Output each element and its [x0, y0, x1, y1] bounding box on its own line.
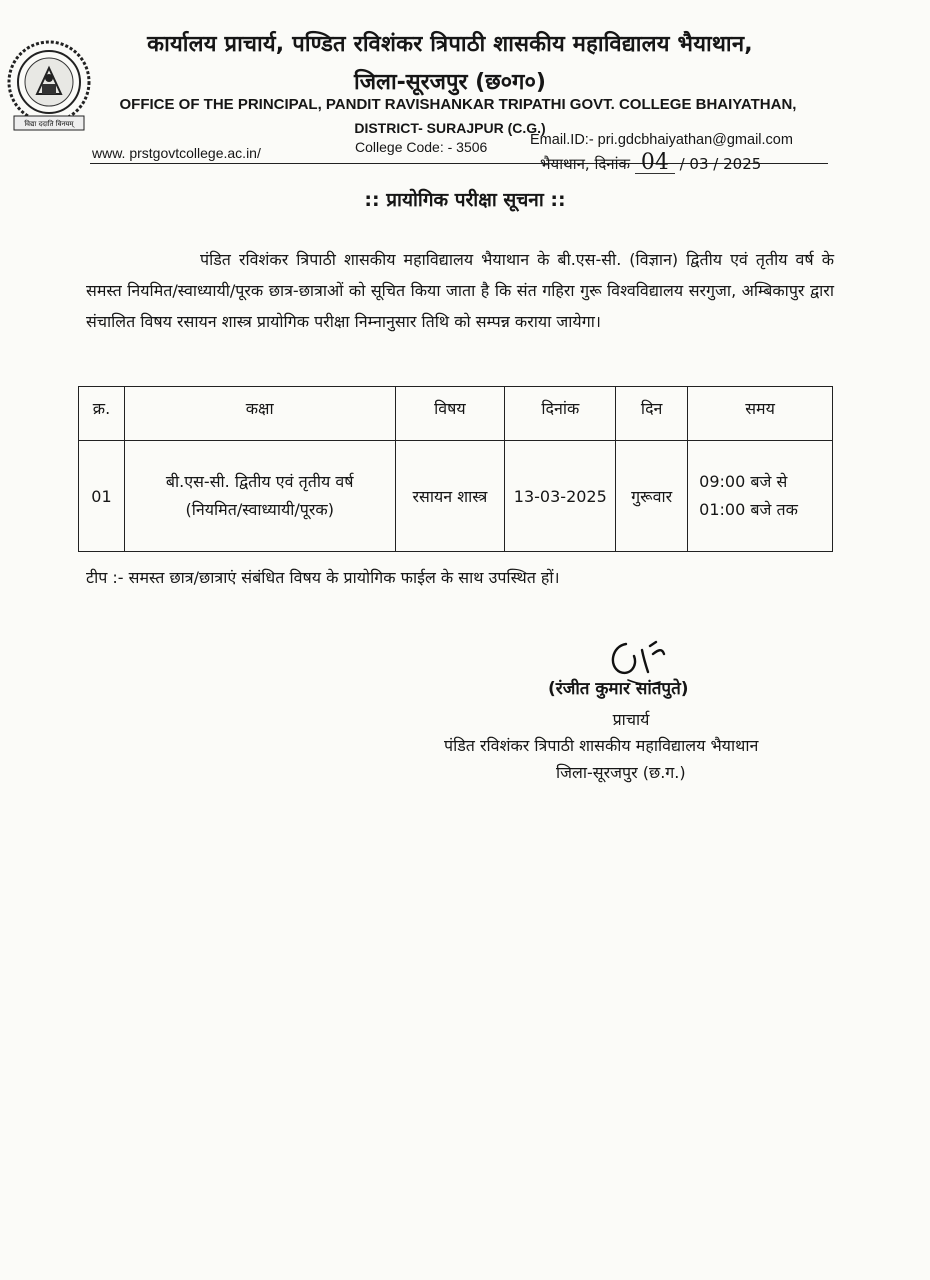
cell-time-line1: 09:00 बजे से — [699, 472, 788, 491]
header-day: दिन — [616, 387, 688, 441]
cell-class — [124, 441, 395, 552]
header-subject: विषय — [395, 387, 505, 441]
header-sno: क्र. — [79, 387, 125, 441]
college-code: College Code: - 3506 — [355, 139, 488, 155]
notice-heading: :: प्रायोगिक परीक्षा सूचना :: — [364, 189, 566, 211]
dateline-rest: / 03 / 2025 — [679, 155, 762, 173]
signatory-district: जिला-सूरजपुर (छ.ग.) — [556, 763, 686, 782]
email-link[interactable]: Email.ID:- pri.gdcbhaiyathan@gmail.com — [530, 132, 793, 148]
dateline — [540, 150, 762, 175]
signatory-designation: प्राचार्य — [612, 710, 650, 729]
cell-day: गुरूवार — [616, 441, 688, 552]
cell-date: 13-03-2025 — [505, 441, 616, 552]
website-link[interactable]: www. prstgovtcollege.ac.in/ — [92, 145, 261, 161]
note-text: टीप :- समस्त छात्र/छात्राएं संबंधित विषय के प्रायोगिक फाईल के साथ उपस्थित हों। — [86, 568, 560, 587]
cell-subject: रसायन शास्त्र — [395, 441, 505, 552]
signatory-college: पंडित रविशंकर त्रिपाठी शासकीय महाविद्यालय भैयाथान — [444, 736, 759, 755]
cell-time — [688, 441, 833, 552]
dateline-prefix: भैयाथान, दिनांक — [540, 155, 631, 173]
header-time: समय — [688, 387, 833, 441]
table-row — [79, 441, 833, 552]
exam-schedule-table — [78, 386, 833, 552]
logo-motto: विद्या ददाति विनयम् — [24, 120, 74, 128]
signatory-designation-row — [0, 708, 930, 730]
signatory-name: (रंजीत कुमार सांतपुते) — [548, 679, 689, 699]
header-district-english: DISTRICT- SURAJPUR (C.G.) — [354, 120, 546, 136]
notice-body — [86, 244, 834, 337]
header-class: कक्षा — [124, 387, 395, 441]
cell-class-line1: बी.एस-सी. द्वितीय एवं तृतीय वर्ष — [165, 472, 354, 491]
header-title-english: OFFICE OF THE PRINCIPAL, PANDIT RAVISHANKAR TRIPATHI GOVT. COLLEGE BHAIYATHAN, — [119, 96, 797, 113]
header-district-hindi: जिला-सूरजपुर (छ०ग०) — [354, 70, 546, 95]
header-title-hindi: कार्यालय प्राचार्य, पण्डित रविशंकर त्रिपाठी शासकीय महाविद्यालय भैयाथान, — [147, 32, 753, 57]
cell-class-line2: (नियमित/स्वाध्यायी/पूरक) — [185, 500, 334, 519]
cell-time-line2: 01:00 बजे तक — [699, 500, 798, 519]
notice-body-text: पंडित रविशंकर त्रिपाठी शासकीय महाविद्यालय भैयाथान के बी.एस-सी. (विज्ञान) द्वितीय एवं तृतीय वर्ष के समस्त नियमित/स्वाध्यायी/पूरक छात्र-छात्राओं को सूचित किया जाता है कि संत गहिरा गुरू विश्वविद्यालय सरगुजा, अम्बिकापुर द्वारा संचालित विषय रसायन शास्त्र प्रायोगिक परीक्षा निम्नानुसार तिथि को सम्पन्न कराया जायेगा। — [86, 250, 834, 331]
dateline-day-handwritten: 04 — [635, 153, 675, 174]
college-emblem-icon — [4, 40, 94, 136]
table-header-row — [79, 387, 833, 441]
cell-sno: 01 — [79, 441, 125, 552]
header-date: दिनांक — [505, 387, 616, 441]
